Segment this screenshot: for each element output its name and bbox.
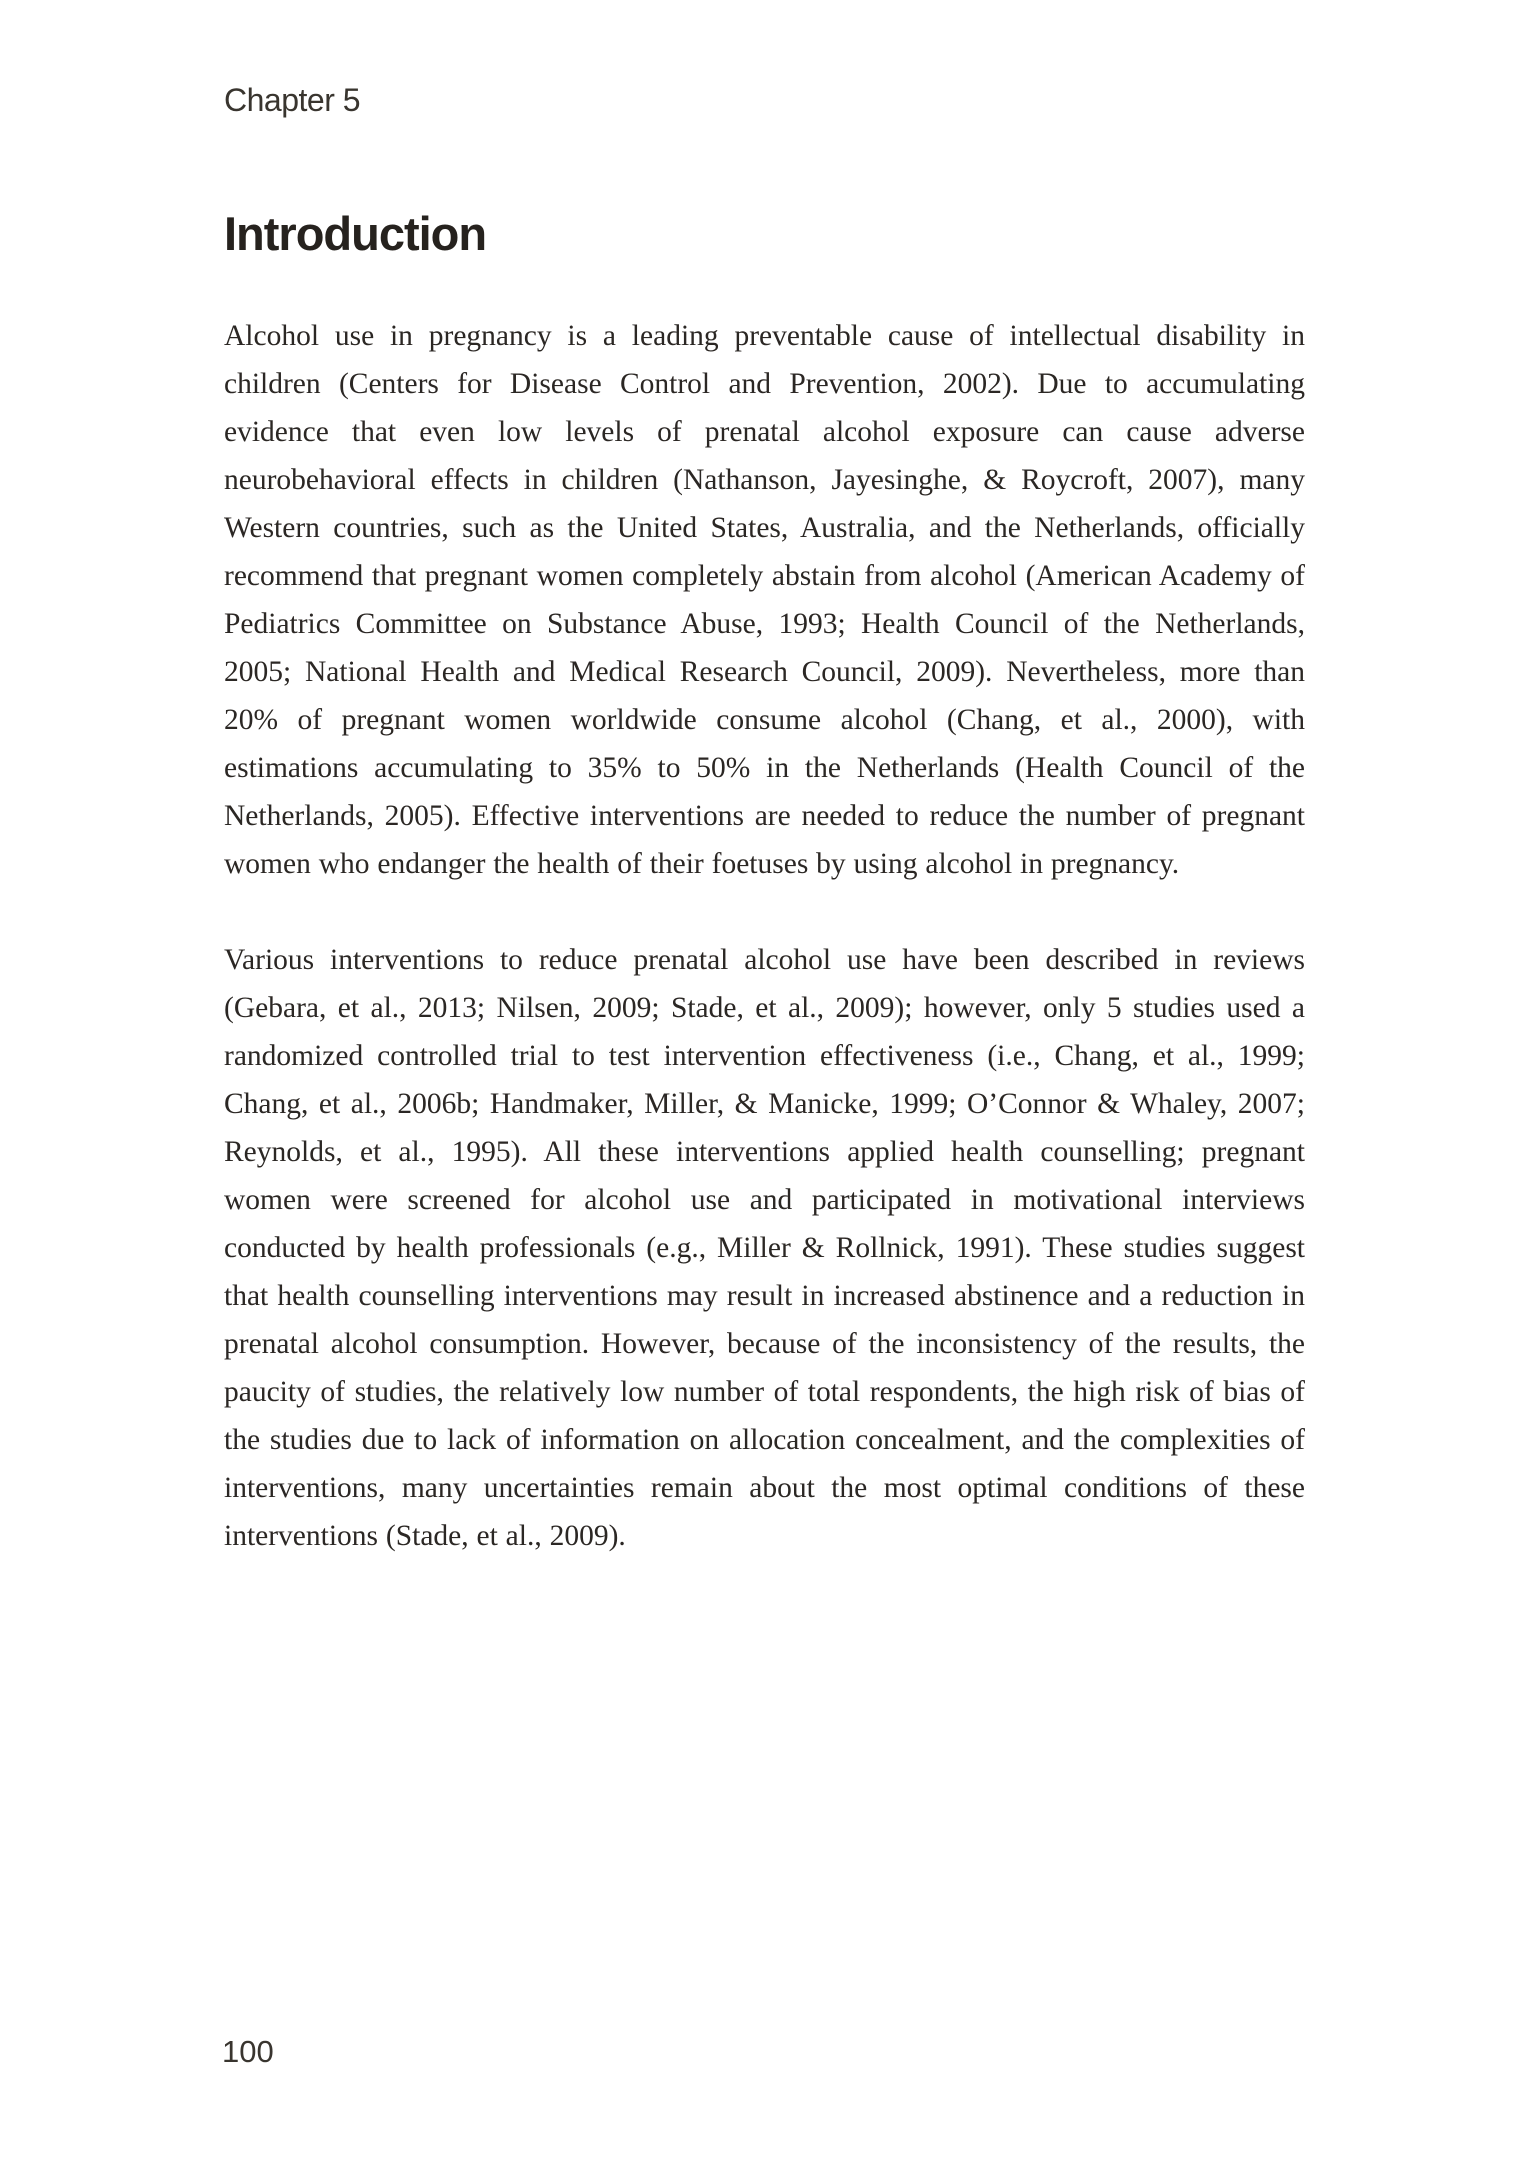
body-text-column [224, 312, 1305, 1608]
page-number: 100 [222, 2034, 274, 2069]
chapter-header: Chapter 5 [224, 82, 361, 118]
paragraph-2: Various interventions to reduce prenatal alcohol use have been described in reviews (Gebara, et al., 2013; Nilsen, 2009; Stade, et al., 2009); however, only 5 studies used a randomized controlled trial to test intervention effectiveness (i.e., Chang, et al., 1999; Chang, et al., 2006b; Handmaker, Miller, & Manicke, 1999; O’Connor & Whaley, 2007; Reynolds, et al., 1995). All these interventions applied health counselling; pregnant women were screened for alcohol use and participated in motivational interviews conducted by health professionals (e.g., Miller & Rollnick, 1991). These studies suggest that health counselling interventions may result in increased abstinence and a reduction in prenatal alcohol consumption. However, because of the inconsistency of the results, the paucity of studies, the relatively low number of total respondents, the high risk of bias of the studies due to lack of information on allocation concealment, and the complexities of interventions, many uncertainties remain about the most optimal conditions of these interventions (Stade, et al., 2009). [224, 944, 1305, 1552]
paragraph-1: Alcohol use in pregnancy is a leading preventable cause of intellectual disability in children (Centers for Disease Control and Prevention, 2002). Due to accumulating evidence that even low levels of prenatal alcohol exposure can cause adverse neurobehavioral effects in children (Nathanson, Jayesinghe, & Roycroft, 2007), many Western countries, such as the United States, Australia, and the Netherlands, officially recommend that pregnant women completely abstain from alcohol (American Academy of Pediatrics Committee on Substance Abuse, 1993; Health Council of the Netherlands, 2005; National Health and Medical Research Council, 2009). Nevertheless, more than 20% of pregnant women worldwide consume alcohol (Chang, et al., 2000), with estimations accumulating to 35% to 50% in the Netherlands (Health Council of the Netherlands, 2005). Effective interventions are needed to reduce the number of pregnant women who endanger the health of their foetuses by using alcohol in pregnancy. [224, 320, 1305, 880]
page-title: Introduction [224, 207, 487, 260]
